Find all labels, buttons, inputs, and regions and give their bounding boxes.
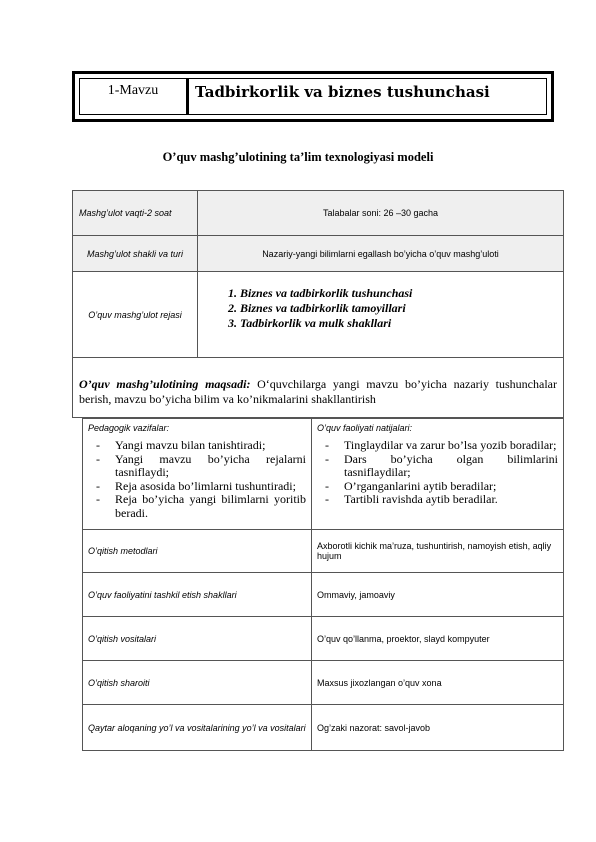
learning-results-cell <box>312 419 564 530</box>
list-item: - Reja bo’yicha yangi bilimlarni yoritib beradi. <box>88 493 306 520</box>
list-item: - Yangi mavzu bilan tanishtiradi; <box>88 439 306 453</box>
form-value: Nazariy-yangi bilimlarni egallash bo’yicha o’quv mashg’uloti <box>198 236 564 272</box>
list-item: - Tartibli ravishda aytib beradilar. <box>317 493 558 507</box>
plan-item: 3. Tadbirkorlik va mulk shakllari <box>240 316 557 331</box>
students-cell: Talabalar soni: 26 –30 gacha <box>198 191 564 236</box>
plan-cell <box>198 272 564 358</box>
feedback-label: Qaytar aloqaning yo’l va vositalarining yo’l va vositalari <box>83 705 312 751</box>
teaching-tools-value: O’quv qo’llanma, proektor, slayd kompyuter <box>312 617 564 661</box>
duration-cell: Mashg’ulot vaqti-2 soat <box>73 191 198 236</box>
pedagogical-tasks-label: Pedagogik vazifalar: <box>88 423 170 433</box>
list-item: - Reja asosida bo’limlarni tushuntiradi; <box>88 480 306 494</box>
plan-list <box>204 286 557 331</box>
goal-text: O‘quvchilarga yangi mavzu bo’yicha nazariy tushunchalar berish, mavzu bo’yicha bilim va ko’nikmalarini shakllantirish <box>79 376 557 406</box>
goal-cell <box>73 358 564 418</box>
plan-item: 1. Biznes va tadbirkorlik tushunchasi <box>240 286 557 301</box>
list-item: - O’rganganlarini aytib beradilar; <box>317 480 558 494</box>
topic-header <box>72 71 554 122</box>
pedagogical-tasks-list <box>88 439 306 520</box>
pedagogical-tasks-cell <box>83 419 312 530</box>
technology-model-table <box>72 190 564 418</box>
topic-title: Tadbirkorlik va biznes tushunchasi <box>195 83 490 101</box>
methods-value: Axborotli kichik ma’ruza, tushuntirish, namoyish etish, aqliy hujum <box>312 530 564 573</box>
teaching-tools-label: O’qitish vositalari <box>83 617 312 661</box>
list-item: - Yangi mavzu bo’yicha rejalarni tasniflaydi; <box>88 453 306 480</box>
organization-forms-value: Ommaviy, jamoaviy <box>312 573 564 617</box>
plan-item: 2. Biznes va tadbirkorlik tamoyillari <box>240 301 557 316</box>
list-item: - Tinglaydilar va zarur bo’lsa yozib boradilar; <box>317 439 558 453</box>
methods-label: O’qitish metodlari <box>83 530 312 573</box>
topic-number: 1-Mavzu <box>80 79 189 114</box>
plan-label: O’quv mashg’ulot rejasi <box>73 272 198 358</box>
list-item: - Dars bo’yicha olgan bilimlarini tasniflaydilar; <box>317 453 558 480</box>
activities-table <box>82 418 564 751</box>
conditions-value: Maxsus jixozlangan o’quv xona <box>312 661 564 705</box>
feedback-value: Og’zaki nazorat: savol-javob <box>312 705 564 751</box>
learning-results-label: O’quv faoliyati natijalari: <box>317 423 413 433</box>
goal-label: O’quv mashg’ulotining maqsadi: <box>79 376 251 391</box>
form-label: Mashg’ulot shakli va turi <box>73 236 198 272</box>
organization-forms-label: O’quv faoliyatini tashkil etish shakllari <box>83 573 312 617</box>
learning-results-list <box>317 439 558 507</box>
document-subtitle: O’quv mashg’ulotining ta’lim texnologiyasi modeli <box>162 150 434 164</box>
conditions-label: O’qitish sharoiti <box>83 661 312 705</box>
